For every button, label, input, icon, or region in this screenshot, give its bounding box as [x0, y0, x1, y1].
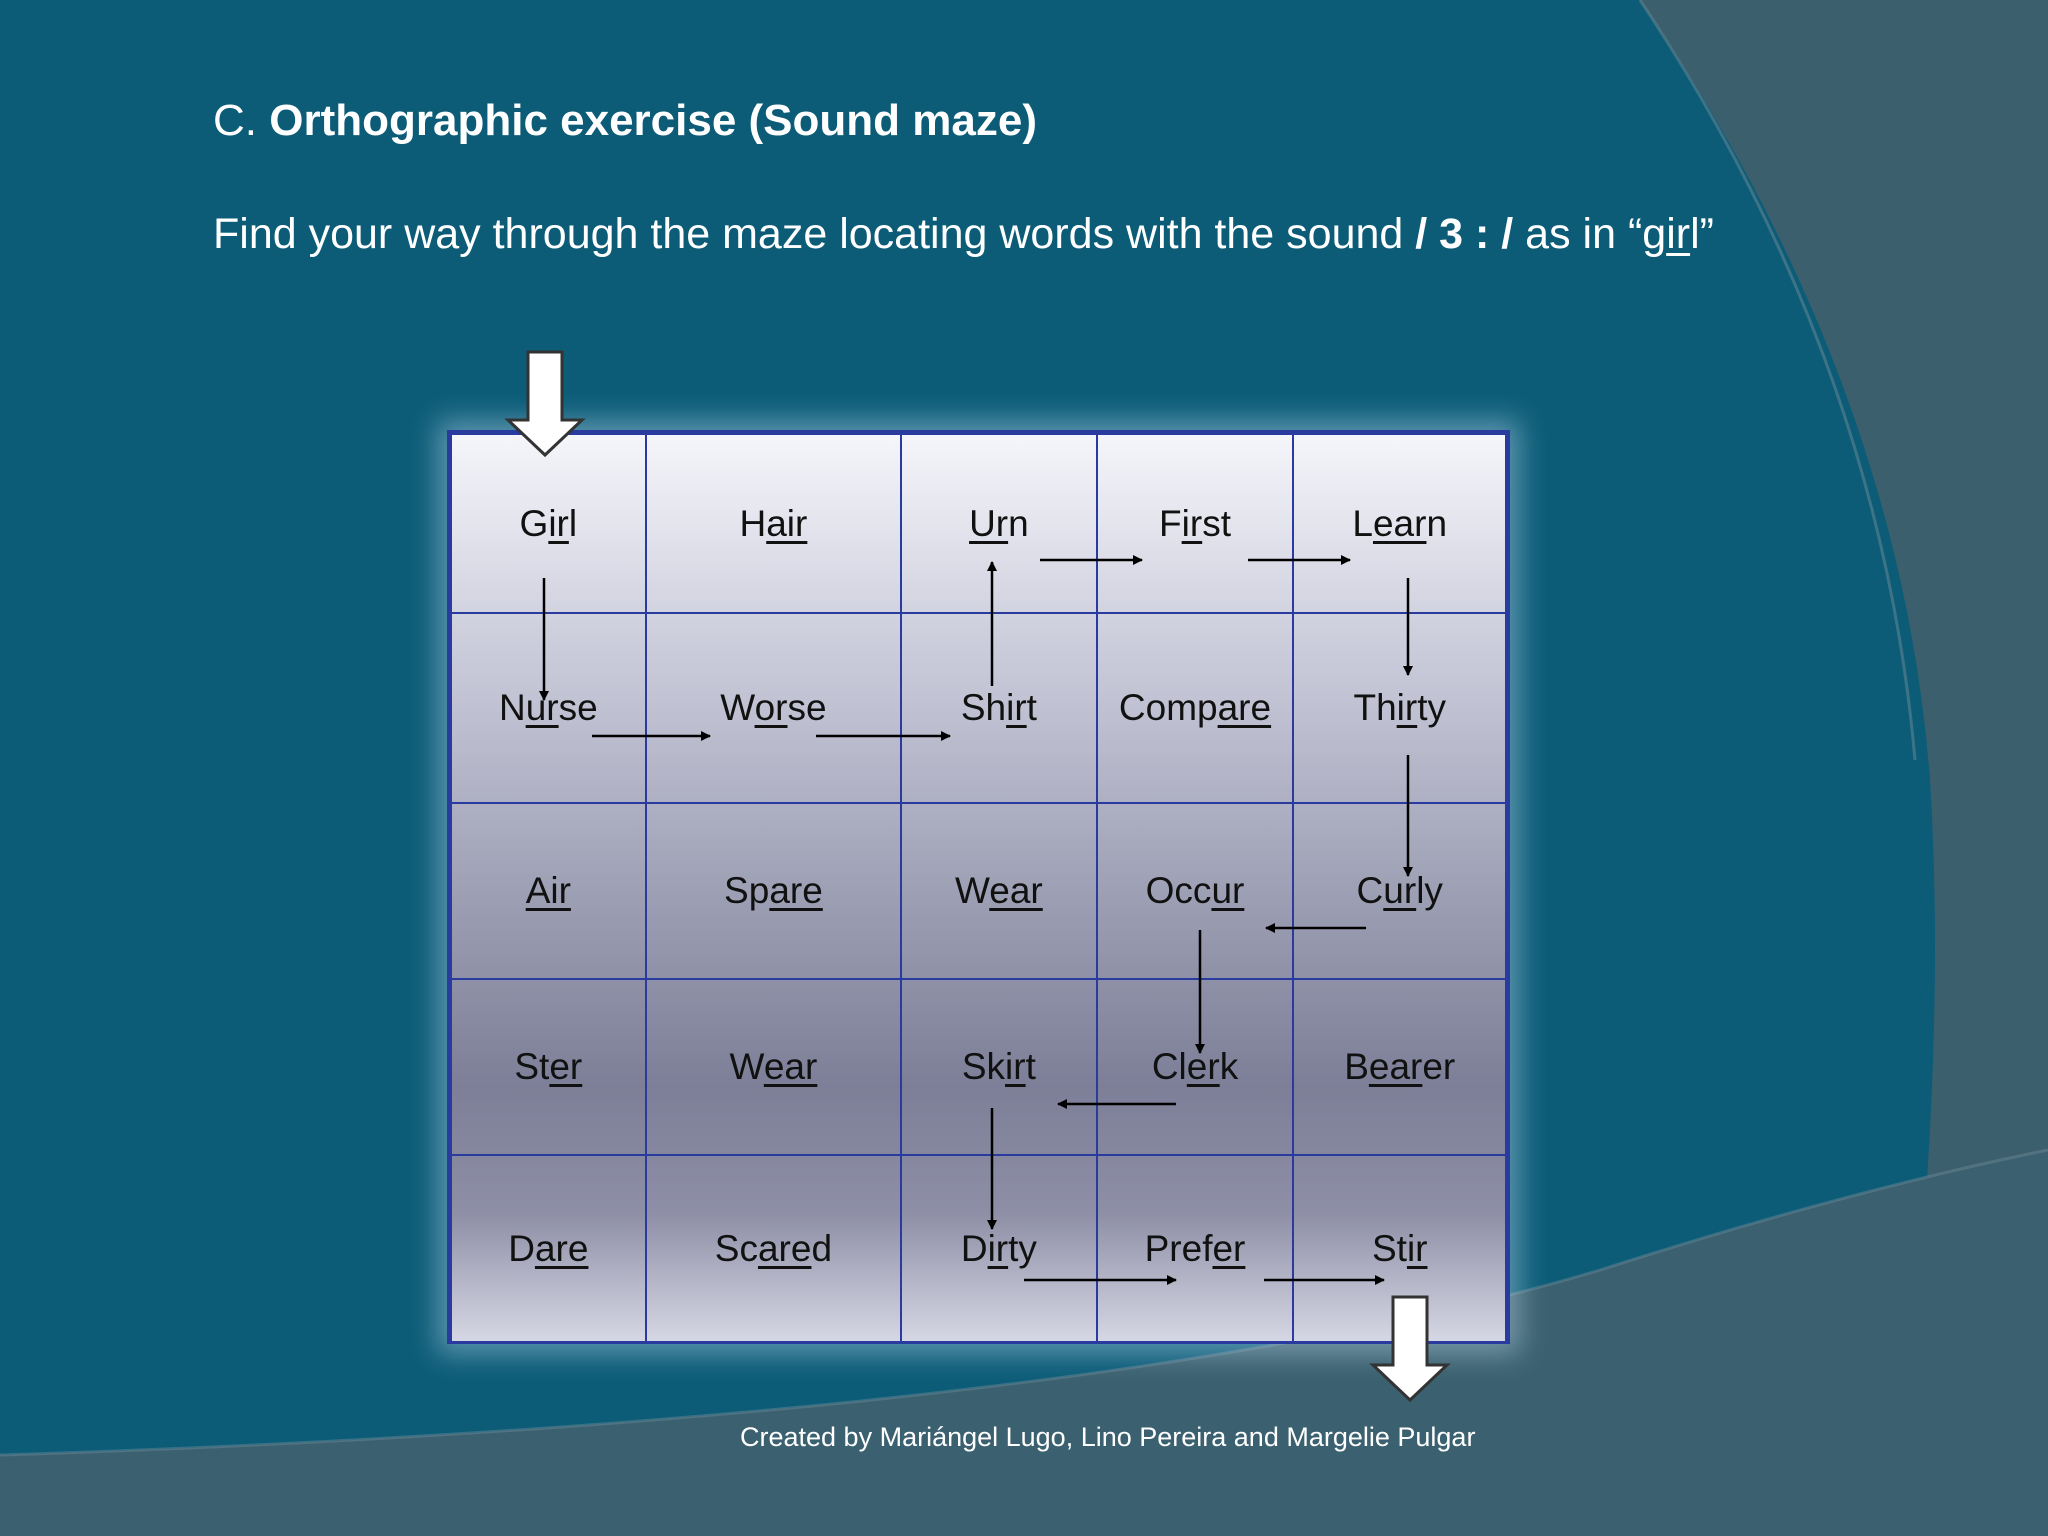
maze-word — [961, 1228, 1037, 1270]
word-part: st — [1202, 502, 1231, 544]
maze-word — [1372, 1228, 1428, 1270]
maze-row — [451, 979, 1506, 1155]
word-part: Sp — [724, 870, 770, 911]
maze-cell — [646, 613, 902, 803]
underlined-sound: ear — [1368, 1046, 1423, 1087]
word-part: d — [811, 1227, 833, 1269]
underlined-sound: er — [549, 1046, 583, 1087]
title-letter: C. — [213, 96, 257, 145]
maze-word — [1146, 870, 1245, 912]
maze-cell — [646, 1155, 902, 1342]
underlined-sound: ir — [548, 502, 569, 544]
underlined-sound: or — [754, 687, 788, 728]
maze-word — [1145, 1228, 1246, 1270]
underlined-sound: ir — [1006, 687, 1027, 728]
word-part: k — [1219, 1046, 1239, 1087]
underlined-sound: ear — [1372, 502, 1427, 544]
maze-cell — [1293, 1155, 1506, 1342]
maze-word — [730, 1046, 818, 1088]
maze-word — [962, 1046, 1036, 1088]
maze-word — [1159, 503, 1231, 545]
maze-cell — [646, 803, 902, 979]
maze-table — [450, 433, 1507, 1343]
word-part: W — [729, 1046, 764, 1087]
maze-cell — [646, 979, 902, 1155]
word-part: Th — [1353, 687, 1397, 728]
word-part: L — [1352, 502, 1373, 544]
instruction-after: l” — [1690, 210, 1714, 258]
maze-row — [451, 1155, 1506, 1342]
word-part: Sc — [714, 1227, 758, 1269]
maze-cell — [901, 979, 1096, 1155]
slide-title — [213, 96, 1037, 146]
word-part: t — [1026, 687, 1037, 728]
maze-word — [1152, 1046, 1238, 1088]
underlined-sound: er — [1212, 1227, 1246, 1269]
maze-word — [1119, 687, 1271, 729]
maze-word — [1344, 1046, 1455, 1088]
maze-cell — [451, 979, 646, 1155]
word-part: St — [1371, 1227, 1407, 1269]
maze-cell — [1097, 803, 1294, 979]
maze-cell — [1293, 434, 1506, 613]
underlined-sound: ur — [1211, 870, 1245, 911]
underlined-sound: are — [534, 1227, 589, 1269]
word-part: se — [787, 687, 827, 728]
maze-cell — [1097, 613, 1294, 803]
maze-word — [526, 870, 571, 912]
underlined-sound: ur — [1383, 870, 1417, 911]
maze-cell — [901, 1155, 1096, 1342]
word-part: Sh — [960, 687, 1007, 728]
word-part: Occ — [1145, 870, 1212, 911]
maze-word — [1357, 870, 1443, 912]
word-part: t — [1025, 1046, 1036, 1087]
underlined-sound: ir — [1406, 1227, 1428, 1269]
maze-row — [451, 434, 1506, 613]
maze-row — [451, 613, 1506, 803]
maze-cell — [901, 803, 1096, 979]
maze-word — [955, 870, 1043, 912]
maze-word — [739, 503, 807, 545]
word-part: D — [960, 1227, 988, 1269]
instruction — [213, 210, 1714, 259]
underlined-sound: ear — [763, 1046, 818, 1087]
maze-cell — [1097, 979, 1294, 1155]
maze-row — [451, 803, 1506, 979]
underlined-sound: er — [1186, 1046, 1220, 1087]
maze-cell — [646, 434, 902, 613]
word-part: se — [558, 687, 598, 728]
word-part: Comp — [1118, 687, 1218, 728]
maze-cell — [1097, 1155, 1294, 1342]
maze-cell — [451, 613, 646, 803]
word-part: Sk — [961, 1046, 1006, 1087]
underlined-sound: air — [766, 502, 808, 544]
underlined-sound: are — [769, 870, 823, 911]
word-part: D — [508, 1227, 535, 1269]
word-part: Pref — [1144, 1227, 1213, 1269]
phonetic-symbol: / 3 : / — [1415, 210, 1514, 258]
maze-word — [514, 1046, 582, 1088]
underlined-sound: ir — [1005, 1046, 1026, 1087]
title-text: Orthographic exercise (Sound maze) — [269, 96, 1037, 145]
word-part: G — [519, 502, 549, 544]
maze-cell — [451, 1155, 646, 1342]
word-part: n — [1008, 502, 1029, 544]
maze-word — [724, 870, 823, 912]
maze-word — [1353, 687, 1446, 729]
maze-cell — [1293, 613, 1506, 803]
underlined-sound: are — [1217, 687, 1272, 728]
word-part: er — [1422, 1046, 1456, 1087]
maze-word — [508, 1228, 588, 1270]
maze-cell — [1293, 803, 1506, 979]
word-part: ly — [1416, 870, 1443, 911]
credit-text: Created by Mariángel Lugo, Lino Pereira and Margelie Pulgar — [740, 1422, 1476, 1452]
maze-word — [720, 687, 826, 729]
underlined-sound: ear — [989, 870, 1043, 911]
maze-word — [969, 503, 1029, 545]
underlined-sound: ir — [987, 1227, 1009, 1269]
maze-word — [499, 687, 598, 729]
word-part: C — [1356, 870, 1384, 911]
underlined-sound: Ur — [969, 502, 1009, 544]
maze-grid — [447, 430, 1510, 1344]
maze-word — [961, 687, 1037, 729]
word-part: N — [498, 687, 526, 728]
maze-cell — [901, 434, 1096, 613]
word-part: W — [955, 870, 990, 911]
maze-word — [520, 503, 578, 545]
word-part: n — [1426, 502, 1448, 544]
maze-cell — [1293, 979, 1506, 1155]
word-part: F — [1159, 502, 1182, 544]
word-part: l — [568, 502, 578, 544]
instruction-underlined: ir — [1666, 210, 1691, 258]
underlined-sound: ir — [1396, 687, 1418, 728]
word-part: H — [739, 502, 767, 544]
maze-cell — [451, 434, 646, 613]
word-part: Cl — [1151, 1046, 1187, 1087]
underlined-sound: ur — [525, 687, 559, 728]
maze-cell — [901, 613, 1096, 803]
word-part: B — [1344, 1046, 1369, 1087]
underlined-sound: ir — [1181, 502, 1203, 544]
maze-word — [715, 1228, 832, 1270]
word-part: St — [514, 1046, 550, 1087]
underlined-sound: are — [757, 1227, 812, 1269]
word-part: ty — [1417, 687, 1446, 728]
maze-cell — [451, 803, 646, 979]
maze-word — [1352, 503, 1447, 545]
instruction-middle: as in “g — [1513, 210, 1667, 258]
instruction-before: Find your way through the maze locating words with the sound — [213, 210, 1416, 258]
word-part: ty — [1008, 1227, 1037, 1269]
maze-cell — [1097, 434, 1294, 613]
word-part: W — [720, 687, 755, 728]
underlined-sound: Air — [525, 870, 571, 911]
